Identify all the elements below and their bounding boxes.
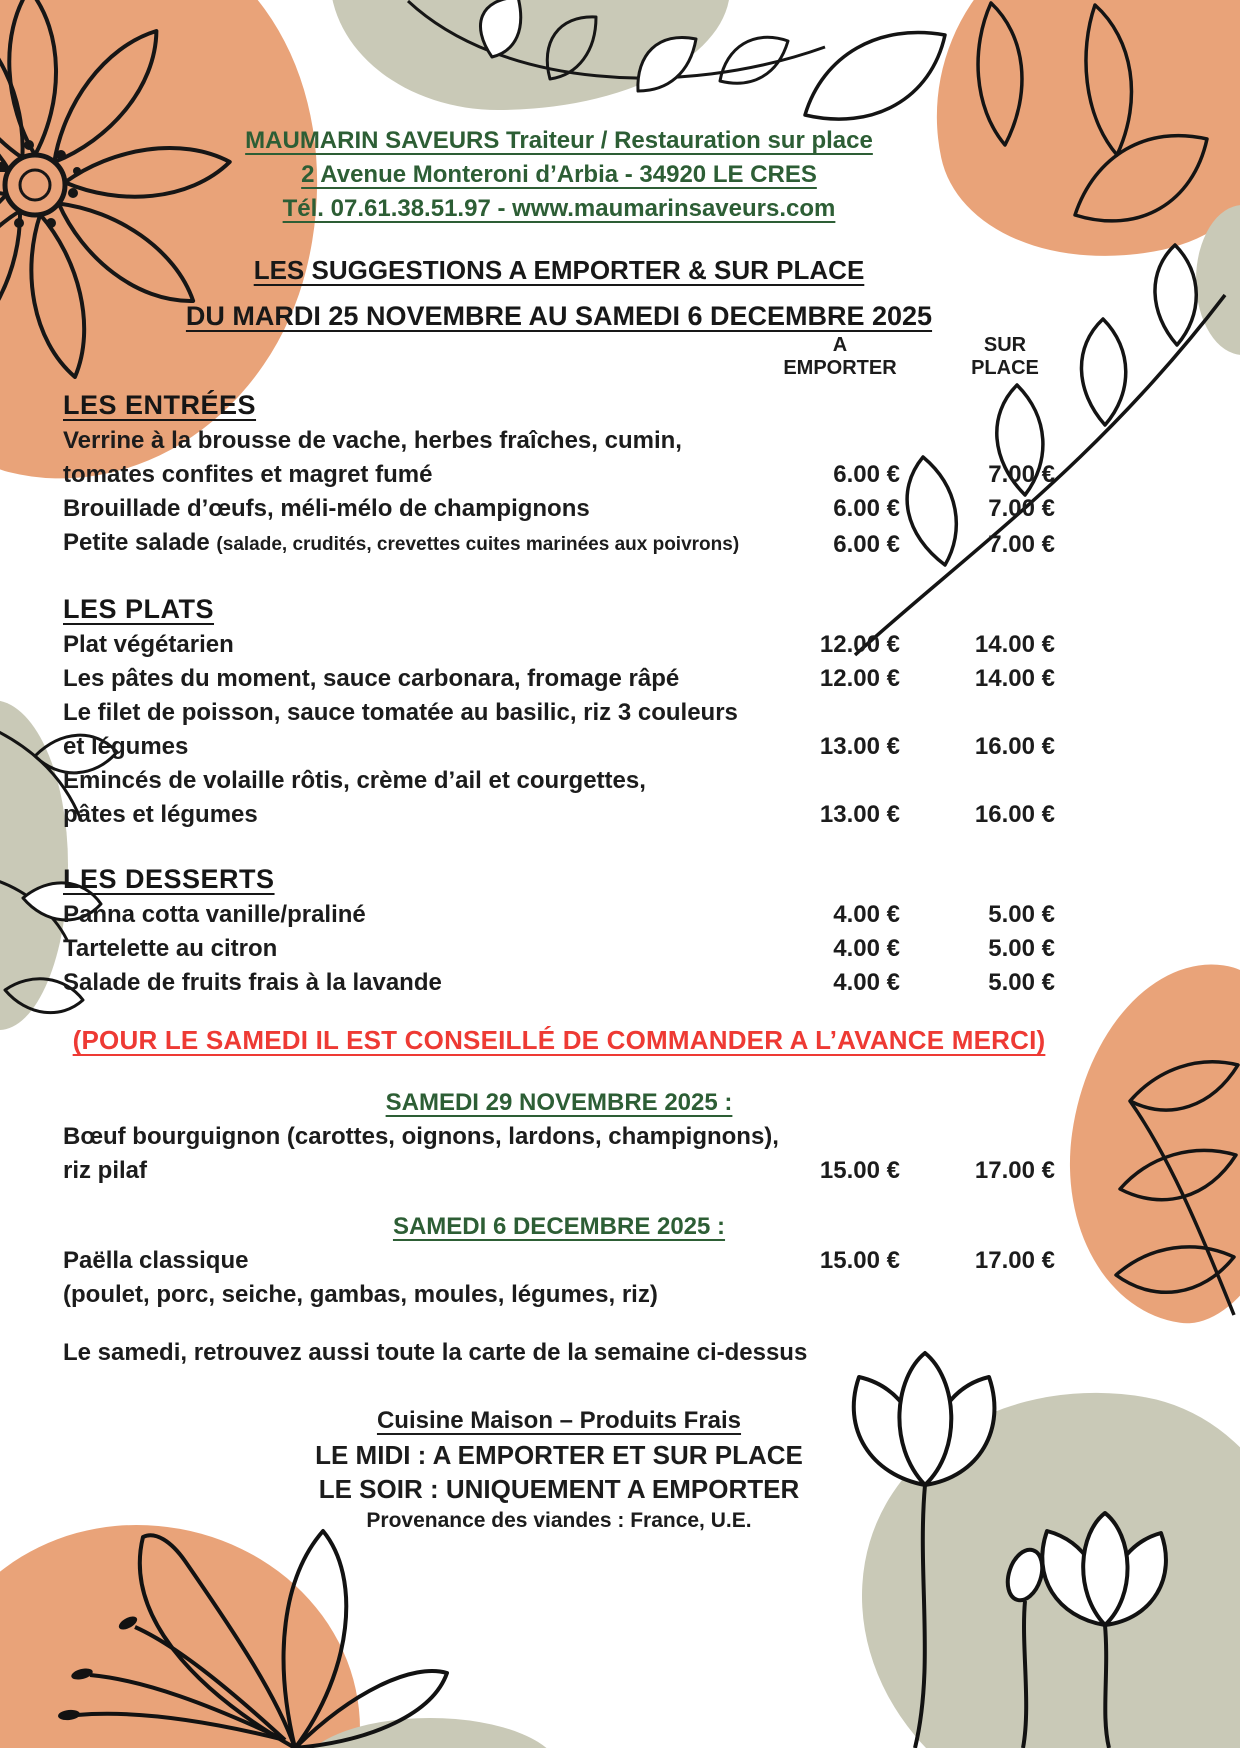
item-note: (salade, crudités, crevettes cuites marinées aux poivrons)	[216, 534, 740, 555]
price-takeaway: 12.00 €	[819, 631, 900, 658]
section-plats	[63, 590, 1055, 832]
price-takeaway: 15.00 €	[819, 1157, 900, 1184]
footer	[63, 1404, 1055, 1536]
price-takeaway: 4.00 €	[833, 969, 900, 996]
price-takeaway: 13.00 €	[819, 733, 900, 760]
price-dinein: 7.00 €	[988, 531, 1055, 558]
leaf-branch-top-center-icon	[400, 0, 830, 125]
price-column-headers	[63, 334, 1055, 380]
column-header-takeaway: A EMPORTER	[783, 334, 897, 379]
menu-item-line: (poulet, porc, seiche, gambas, moules, légumes, riz)	[63, 1281, 658, 1308]
business-header	[63, 124, 1055, 226]
price-takeaway: 13.00 €	[819, 801, 900, 828]
price-dinein: 14.00 €	[974, 631, 1055, 658]
price-takeaway: 4.00 €	[833, 935, 900, 962]
advance-order-notice: (POUR LE SAMEDI IL EST CONSEILLÉ DE COMMANDER A L’AVANCE MERCI)	[72, 1025, 1046, 1055]
menu-content	[63, 124, 1055, 1536]
menu-item-line: Emincés de volaille rôtis, crème d’ail et courgettes,	[63, 767, 646, 794]
footer-evening-info: LE SOIR : UNIQUEMENT A EMPORTER	[318, 1474, 800, 1504]
page-title: LES SUGGESTIONS A EMPORTER & SUR PLACE	[253, 255, 865, 285]
price-dinein: 16.00 €	[974, 733, 1055, 760]
date-range: DU MARDI 25 NOVEMBRE AU SAMEDI 6 DECEMBRE 2025	[185, 301, 933, 331]
menu-item-row: pâtes et légumes 13.00 € 16.00 €	[63, 798, 1055, 832]
price-dinein: 7.00 €	[988, 461, 1055, 488]
section-desserts	[63, 860, 1055, 1000]
saturday-note: Le samedi, retrouvez aussi toute la carte de la semaine ci-dessus	[63, 1339, 808, 1366]
leaf-branch-right-middle-icon	[1078, 1035, 1240, 1335]
menu-item-row: Tartelette au citron 4.00 € 5.00 €	[63, 932, 1055, 966]
footer-tagline: Cuisine Maison – Produits Frais	[376, 1407, 742, 1434]
price-dinein: 7.00 €	[988, 495, 1055, 522]
menu-item-row: Les pâtes du moment, sauce carbonara, fromage râpé 12.00 € 14.00 €	[63, 662, 1055, 696]
section-heading: LES PLATS	[63, 594, 215, 624]
price-takeaway: 12.00 €	[819, 665, 900, 692]
menu-item-line: Verrine à la brousse de vache, herbes fraîches, cumin,	[63, 427, 682, 454]
special-date-heading: SAMEDI 6 DECEMBRE 2025 :	[392, 1213, 726, 1240]
menu-item-row: Brouillade d’œufs, méli-mélo de champignons 6.00 € 7.00 €	[63, 492, 1055, 526]
price-takeaway: 15.00 €	[819, 1247, 900, 1274]
menu-item-row: Panna cotta vanille/praliné 4.00 € 5.00 €	[63, 898, 1055, 932]
footer-meat-origin: Provenance des viandes : France, U.E.	[366, 1509, 752, 1532]
menu-item-line: Bœuf bourguignon (carottes, oignons, lardons, champignons),	[63, 1123, 779, 1150]
menu-item-row: et légumes 13.00 € 16.00 €	[63, 730, 1055, 764]
menu-item-row: riz pilaf 15.00 € 17.00 €	[63, 1154, 1055, 1188]
price-takeaway: 4.00 €	[833, 901, 900, 928]
price-takeaway: 6.00 €	[833, 495, 900, 522]
menu-item-line: Le filet de poisson, sauce tomatée au basilic, riz 3 couleurs	[63, 699, 738, 726]
price-dinein: 5.00 €	[988, 935, 1055, 962]
business-name: MAUMARIN SAVEURS Traiteur / Restauration sur place	[245, 127, 873, 154]
menu-item-row: Paëlla classique 15.00 € 17.00 €	[63, 1244, 1055, 1278]
price-takeaway: 6.00 €	[833, 531, 900, 558]
price-dinein: 17.00 €	[974, 1247, 1055, 1274]
price-takeaway: 6.00 €	[833, 461, 900, 488]
lily-flower-icon	[0, 1515, 455, 1748]
menu-item-row: Plat végétarien 12.00 € 14.00 €	[63, 628, 1055, 662]
column-header-dinein: SUR PLACE	[971, 334, 1039, 379]
price-dinein: 16.00 €	[974, 801, 1055, 828]
business-phone-website: Tél. 07.61.38.51.97 - www.maumarinsaveurs.com	[282, 195, 836, 222]
footer-midday-info: LE MIDI : A EMPORTER ET SUR PLACE	[315, 1440, 803, 1470]
business-address: 2 Avenue Monteroni d’Arbia - 34920 LE CRES	[301, 161, 817, 188]
menu-item-row: Salade de fruits frais à la lavande 4.00 € 5.00 €	[63, 966, 1055, 1000]
price-dinein: 14.00 €	[974, 665, 1055, 692]
price-dinein: 5.00 €	[988, 969, 1055, 996]
section-entrees	[63, 386, 1055, 562]
section-heading: LES ENTRÉES	[63, 390, 257, 420]
section-heading: LES DESSERTS	[63, 864, 275, 894]
price-dinein: 17.00 €	[974, 1157, 1055, 1184]
menu-item-row: tomates confites et magret fumé 6.00 € 7.00 €	[63, 458, 1055, 492]
price-dinein: 5.00 €	[988, 901, 1055, 928]
menu-item-row: Petite salade (salade, crudités, crevettes cuites marinées aux poivrons) 6.00 € 7.00 €	[63, 526, 1055, 562]
special-date-heading: SAMEDI 29 NOVEMBRE 2025 :	[385, 1089, 733, 1116]
